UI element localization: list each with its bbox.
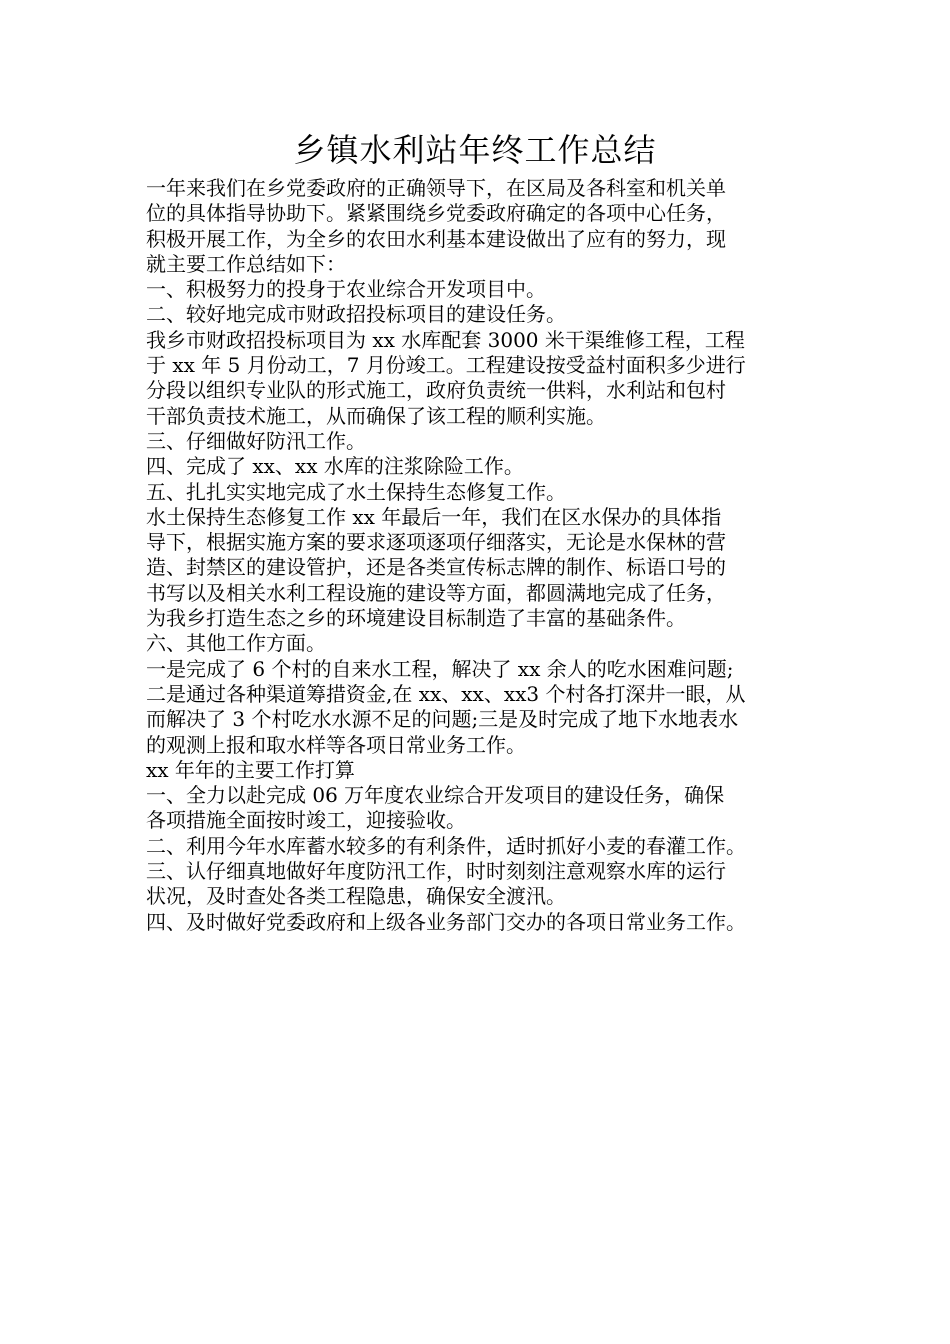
section-heading: 六、其他工作方面。 [146, 631, 326, 656]
text-line: 四、及时做好党委政府和上级各业务部门交办的各项日常业务工作。 [146, 909, 746, 934]
section-heading: 一、积极努力的投身于农业综合开发项目中。 [146, 277, 546, 302]
text-line: 于 xx 年 5 月份动工，7 月份竣工。工程建设按受益村面积多少进行 [146, 353, 746, 378]
text-line: 一、全力以赴完成 06 万年度农业综合开发项目的建设任务，确保 [146, 783, 725, 808]
text-line: 一年来我们在乡党委政府的正确领导下，在区局及各科室和机关单 [146, 176, 726, 200]
text-line: 书写以及相关水利工程设施的建设等方面，都圆满地完成了任务， [146, 580, 726, 605]
text-line: 而解决了 3 个村吃水水源不足的问题;三是及时完成了地下水地表水 [146, 707, 739, 732]
text-line: 各项措施全面按时竣工，迎接验收。 [146, 808, 466, 833]
document-body [146, 176, 816, 935]
text-line: 造、封禁区的建设管护，还是各类宣传标志牌的制作、标语口号的 [146, 555, 726, 580]
section-heading: xx 年年的主要工作打算 [146, 757, 355, 782]
text-line: 导下，根据实施方案的要求逐项逐项仔细落实，无论是水保林的营 [146, 530, 726, 555]
text-line: 位的具体指导协助下。紧紧围绕乡党委政府确定的各项中心任务， [146, 201, 726, 226]
text-line: 为我乡打造生态之乡的环境建设目标制造了丰富的基础条件。 [146, 606, 686, 631]
text-line: 分段以组织专业队的形式施工，政府负责统一供料，水利站和包村 [146, 378, 726, 403]
document-title: 乡镇水利站年终工作总结 [293, 131, 657, 169]
section-heading: 四、完成了 xx、xx 水库的注浆除险工作。 [146, 454, 524, 479]
section-heading: 二、较好地完成市财政招投标项目的建设任务。 [146, 302, 566, 327]
text-line: 一是完成了 6 个村的自来水工程，解决了 xx 余人的吃水困难问题; [146, 656, 734, 681]
text-line: 积极开展工作，为全乡的农田水利基本建设做出了应有的努力，现 [146, 226, 726, 251]
text-line: 三、认仔细真地做好年度防汛工作，时时刻刻注意观察水库的运行 [146, 859, 726, 884]
text-line: 就主要工作总结如下： [146, 251, 346, 276]
text-line: 二、利用今年水库蓄水较多的有利条件，适时抓好小麦的春灌工作。 [146, 833, 746, 858]
text-line: 状况，及时查处各类工程隐患，确保安全渡汛。 [146, 884, 566, 909]
text-line: 水土保持生态修复工作 xx 年最后一年，我们在区水保办的具体指 [146, 504, 722, 529]
text-line: 干部负责技术施工，从而确保了该工程的顺利实施。 [146, 403, 606, 428]
section-heading: 三、仔细做好防汛工作。 [146, 428, 366, 453]
text-line: 二是通过各种渠道筹措资金,在 xx、xx、xx3 个村各打深井一眼，从 [146, 681, 746, 706]
text-line: 的观测上报和取水样等各项日常业务工作。 [146, 732, 526, 757]
text-line: 我乡市财政招投标项目为 xx 水库配套 3000 米干渠维修工程，工程 [146, 327, 745, 352]
section-heading: 五、扎扎实实地完成了水土保持生态修复工作。 [146, 479, 566, 504]
